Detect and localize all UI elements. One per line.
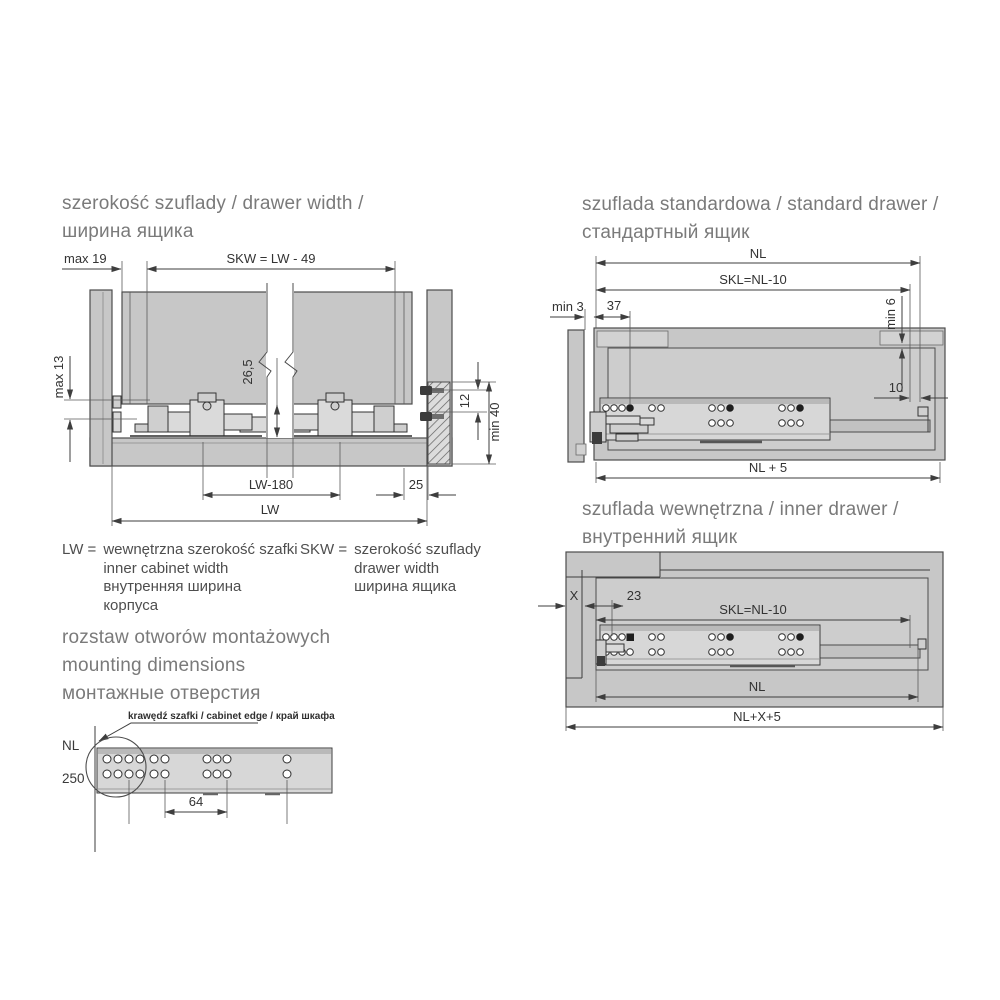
drawer-width-diagram bbox=[50, 245, 520, 535]
dim-label: LW-180 bbox=[248, 477, 294, 492]
rear-extension bbox=[830, 420, 930, 432]
standard-drawer-diagram bbox=[548, 248, 1000, 490]
legend-line: внутренняя ширина корпуса bbox=[103, 578, 242, 614]
dim-label: 25 bbox=[408, 477, 424, 492]
inner-drawer-diagram bbox=[535, 540, 1000, 740]
legend-term: SKW = bbox=[300, 541, 348, 558]
dim-label: NL+X+5 bbox=[733, 709, 781, 724]
dim-label: 37 bbox=[606, 298, 622, 313]
mounting-diagram bbox=[50, 700, 520, 860]
drawer-width-title bbox=[62, 190, 364, 246]
dim-label: min 6 bbox=[883, 298, 898, 330]
cabinet-edge-label: krawędź szafki / cabinet edge / край шкафа bbox=[128, 711, 335, 722]
rear-extension bbox=[820, 645, 920, 658]
title-line: стандартный ящик bbox=[582, 222, 750, 243]
title-line: монтажные отверстия bbox=[62, 683, 261, 704]
dim-label: SKW = LW - 49 bbox=[226, 251, 316, 266]
title-line: szerokość szuflady / drawer width / bbox=[62, 193, 364, 214]
legend-line: ширина ящика bbox=[354, 578, 457, 595]
dim-label: 64 bbox=[188, 794, 204, 809]
dim-label: SKL=NL-10 bbox=[719, 602, 787, 617]
dim-label: NL bbox=[748, 679, 766, 694]
legend-skw bbox=[300, 541, 481, 615]
dim-label: min 40 bbox=[487, 402, 502, 442]
title-line: rozstaw otworów montażowych bbox=[62, 627, 331, 648]
legend-term: LW = bbox=[62, 541, 97, 558]
dim-label: 23 bbox=[626, 588, 642, 603]
standard-drawer-title bbox=[582, 191, 939, 247]
dim-label: 26,5 bbox=[240, 359, 255, 385]
legend-line: szerokość szuflady bbox=[354, 541, 481, 558]
title-line: szuflada standardowa / standard drawer / bbox=[582, 194, 939, 215]
legend-line: inner cabinet width bbox=[103, 559, 229, 577]
legend-lw bbox=[62, 541, 300, 615]
dim-label: 10 bbox=[888, 380, 904, 395]
mounting-title bbox=[62, 624, 330, 708]
dim-label: min 3 bbox=[552, 299, 584, 314]
dim-label: max 13 bbox=[51, 355, 66, 399]
legend-line: wewnętrzna szerokość szafki bbox=[103, 541, 298, 558]
dim-label: NL bbox=[749, 248, 767, 261]
cabinet-front-edge bbox=[568, 330, 584, 462]
dim-label: X bbox=[569, 588, 579, 603]
legend-line: drawer width bbox=[354, 559, 440, 577]
dim-label: max 19 bbox=[64, 251, 107, 266]
abbreviation-legend bbox=[62, 541, 481, 615]
title-line: ширина ящика bbox=[62, 221, 194, 242]
mounting-rail bbox=[86, 737, 332, 797]
title-line: внутренний ящик bbox=[582, 527, 738, 548]
dim-label: SKL=NL-10 bbox=[719, 272, 787, 287]
dim-label: NL + 5 bbox=[748, 460, 788, 475]
title-line: szuflada wewnętrzna / inner drawer / bbox=[582, 499, 899, 520]
dim-label: 12 bbox=[457, 393, 472, 409]
title-line: mounting dimensions bbox=[62, 655, 246, 676]
nl-row-label: NL bbox=[62, 738, 80, 753]
row-250-label: 250 bbox=[62, 771, 85, 786]
dim-label: LW bbox=[260, 502, 280, 517]
